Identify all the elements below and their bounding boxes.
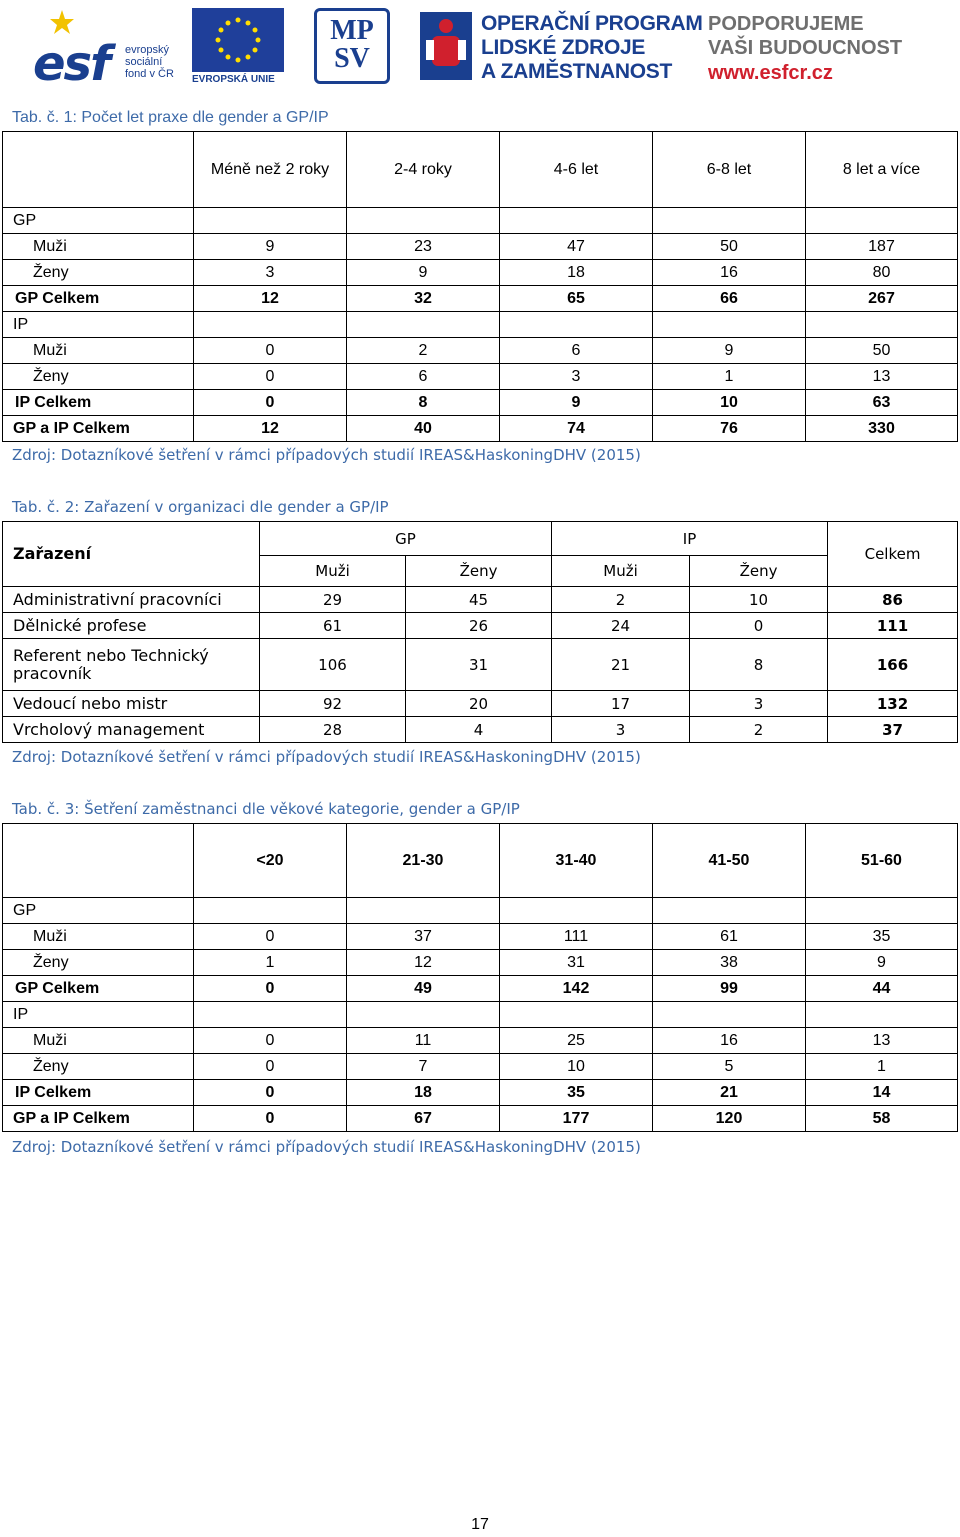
eu-flag-icon [192, 8, 284, 72]
op-program-title: OPERAČNÍ PROGRAM LIDSKÉ ZDROJE A ZAMĚSTNANOST [481, 12, 703, 83]
table2-cell: 3 [552, 717, 690, 743]
table1-cell: 63 [806, 390, 958, 416]
table2-row-header: Zařazení [3, 522, 260, 587]
table3-cell: 111 [500, 924, 653, 950]
table3-cell: 25 [500, 1028, 653, 1054]
table3-cell: 1 [806, 1054, 958, 1080]
table1-cell [194, 208, 347, 234]
table1-row-label: GP [3, 208, 194, 234]
table1-corner-cell [3, 132, 194, 208]
table1-cell: 9 [500, 390, 653, 416]
table1-cell: 0 [194, 390, 347, 416]
table1-cell [194, 312, 347, 338]
table3-cell [347, 898, 500, 924]
table1-cell: 12 [194, 416, 347, 442]
table3-cell [653, 1002, 806, 1028]
table2-total-cell: 166 [828, 639, 958, 691]
table3-cell [347, 1002, 500, 1028]
table1-cell: 2 [347, 338, 500, 364]
table3-cell: 142 [500, 976, 653, 1002]
table2-total-cell: 132 [828, 691, 958, 717]
table3-cell: 14 [806, 1080, 958, 1106]
table3-cell: 21 [653, 1080, 806, 1106]
table2-cell: 8 [690, 639, 828, 691]
table2-total-cell: 86 [828, 587, 958, 613]
table2-cell: 17 [552, 691, 690, 717]
table3-row [3, 898, 958, 924]
table1 [2, 131, 958, 442]
table3-row-label: GP Celkem [3, 976, 194, 1002]
table1-cell: 18 [500, 260, 653, 286]
table2-header-row-1 [3, 522, 958, 556]
table2-cell: 61 [260, 613, 406, 639]
table1-cell: 0 [194, 364, 347, 390]
table3-cell: 99 [653, 976, 806, 1002]
table1-cell: 66 [653, 286, 806, 312]
table1-row-label: Ženy [3, 260, 194, 286]
table1-cell: 13 [806, 364, 958, 390]
table3-col-header: <20 [194, 824, 347, 898]
table1-row [3, 390, 958, 416]
table2-row-label: Vrcholový management [3, 717, 260, 743]
table3-cell: 10 [500, 1054, 653, 1080]
table1-caption: Tab. č. 1: Počet let praxe dle gender a GP/IP [12, 109, 329, 126]
support-slogan: PODPORUJEME VAŠI BUDOUCNOST [708, 13, 903, 59]
table3-col-header: 51-60 [806, 824, 958, 898]
table1-cell: 76 [653, 416, 806, 442]
esf-logo-subtitle: evropský sociální fond v ČR [125, 44, 174, 80]
table3-cell: 44 [806, 976, 958, 1002]
esf-logo-word: esf [33, 36, 110, 92]
table3-cell: 37 [347, 924, 500, 950]
table3-cell [806, 1002, 958, 1028]
table2-row-label: Vedoucí nebo mistr [3, 691, 260, 717]
table1-cell: 16 [653, 260, 806, 286]
table2-total-header: Celkem [828, 522, 958, 587]
table3-cell: 38 [653, 950, 806, 976]
table1-col-header: 4-6 let [500, 132, 653, 208]
table3-row [3, 1106, 958, 1132]
table1-cell: 10 [653, 390, 806, 416]
table3-row [3, 976, 958, 1002]
table2-cell: 10 [690, 587, 828, 613]
table1-cell [347, 312, 500, 338]
table1-row-label: Muži [3, 338, 194, 364]
table3-cell: 58 [806, 1106, 958, 1132]
table3-col-header: 31-40 [500, 824, 653, 898]
table1-cell: 40 [347, 416, 500, 442]
table1-row-label: IP Celkem [3, 390, 194, 416]
table1-row [3, 286, 958, 312]
table1-col-header: 2-4 roky [347, 132, 500, 208]
table3-cell: 31 [500, 950, 653, 976]
table2-group-gp: GP [260, 522, 552, 556]
table2-cell: 106 [260, 639, 406, 691]
table3-cell: 7 [347, 1054, 500, 1080]
table3-row-label: Ženy [3, 1054, 194, 1080]
table1-col-header: 8 let a více [806, 132, 958, 208]
table1-cell: 80 [806, 260, 958, 286]
table1-header-row [3, 132, 958, 208]
table3-cell: 5 [653, 1054, 806, 1080]
table1-row [3, 364, 958, 390]
table1-cell: 187 [806, 234, 958, 260]
table3-col-header: 41-50 [653, 824, 806, 898]
table2-row-label: Administrativní pracovníci [3, 587, 260, 613]
table1-cell [653, 208, 806, 234]
table1-cell: 0 [194, 338, 347, 364]
table3-cell [806, 898, 958, 924]
table3-cell: 0 [194, 1028, 347, 1054]
esf-logo [33, 8, 183, 92]
eu-label: EVROPSKÁ UNIE [192, 74, 275, 85]
table1-cell [806, 312, 958, 338]
table1-cell: 1 [653, 364, 806, 390]
table3-cell: 1 [194, 950, 347, 976]
table3-corner-cell [3, 824, 194, 898]
table2-cell: 29 [260, 587, 406, 613]
table1-row [3, 260, 958, 286]
table1-row [3, 416, 958, 442]
table3-cell: 35 [806, 924, 958, 950]
table1-cell: 12 [194, 286, 347, 312]
table3-header-row [3, 824, 958, 898]
table3-cell: 0 [194, 924, 347, 950]
table1-cell: 9 [347, 260, 500, 286]
table2-cell: 4 [406, 717, 552, 743]
table2-row-label: Dělnické profese [3, 613, 260, 639]
table2-cell: 0 [690, 613, 828, 639]
table3-col-header: 21-30 [347, 824, 500, 898]
table3-row-label: IP Celkem [3, 1080, 194, 1106]
table1-cell: 8 [347, 390, 500, 416]
table1-cell: 9 [653, 338, 806, 364]
table3-cell: 177 [500, 1106, 653, 1132]
table1-cell: 50 [806, 338, 958, 364]
table3-caption: Tab. č. 3: Šetření zaměstnanci dle věkové kategorie, gender a GP/IP [12, 800, 520, 818]
table1-cell: 3 [500, 364, 653, 390]
table1-cell: 330 [806, 416, 958, 442]
table3-row [3, 950, 958, 976]
table3-cell: 67 [347, 1106, 500, 1132]
table3-cell: 16 [653, 1028, 806, 1054]
table3-row-label: Muži [3, 1028, 194, 1054]
table3-row [3, 1002, 958, 1028]
table2-cell: 45 [406, 587, 552, 613]
table3-row-label: Ženy [3, 950, 194, 976]
table2 [2, 521, 958, 743]
table3-row [3, 1080, 958, 1106]
table1-cell: 47 [500, 234, 653, 260]
table3-cell: 18 [347, 1080, 500, 1106]
table3-cell [500, 898, 653, 924]
table2-source: Zdroj: Dotazníkové šetření v rámci případových studií IREAS&HaskoningDHV (2015) [12, 748, 641, 766]
table1-source: Zdroj: Dotazníkové šetření v rámci případových studií IREAS&HaskoningDHV (2015) [12, 446, 641, 464]
table2-cell: 28 [260, 717, 406, 743]
table3-source: Zdroj: Dotazníkové šetření v rámci případových studií IREAS&HaskoningDHV (2015) [12, 1138, 641, 1156]
table2-sub-header: Muži [260, 556, 406, 587]
table3 [2, 823, 958, 1132]
table1-cell: 6 [347, 364, 500, 390]
table1-row-label: GP Celkem [3, 286, 194, 312]
table3-row-label: IP [3, 1002, 194, 1028]
table1-cell [500, 208, 653, 234]
table1-col-header: 6-8 let [653, 132, 806, 208]
table3-row-label: GP a IP Celkem [3, 1106, 194, 1132]
esf-stars-icon [47, 8, 77, 38]
table2-cell: 21 [552, 639, 690, 691]
table3-row [3, 924, 958, 950]
table3-cell: 0 [194, 1080, 347, 1106]
table1-cell: 23 [347, 234, 500, 260]
table3-cell [194, 1002, 347, 1028]
table3-cell: 61 [653, 924, 806, 950]
table2-row [3, 587, 958, 613]
table3-cell: 35 [500, 1080, 653, 1106]
table1-row-label: GP a IP Celkem [3, 416, 194, 442]
table3-cell [194, 898, 347, 924]
table3-cell: 120 [653, 1106, 806, 1132]
table2-total-cell: 111 [828, 613, 958, 639]
table3-row-label: Muži [3, 924, 194, 950]
table2-caption: Tab. č. 2: Zařazení v organizaci dle gender a GP/IP [12, 498, 389, 516]
table1-row [3, 312, 958, 338]
table1-cell: 6 [500, 338, 653, 364]
table2-cell: 2 [690, 717, 828, 743]
table2-cell: 2 [552, 587, 690, 613]
table3-row [3, 1054, 958, 1080]
table1-row [3, 234, 958, 260]
table2-cell: 3 [690, 691, 828, 717]
table3-cell: 0 [194, 976, 347, 1002]
table2-group-ip: IP [552, 522, 828, 556]
mpsv-logo-text: MP SV [330, 15, 374, 74]
table2-row [3, 639, 958, 691]
table3-row [3, 1028, 958, 1054]
table3-cell: 49 [347, 976, 500, 1002]
table1-row [3, 338, 958, 364]
table1-cell: 9 [194, 234, 347, 260]
table1-cell [653, 312, 806, 338]
table3-row-label: GP [3, 898, 194, 924]
puzzle-person-icon [418, 10, 474, 82]
table2-sub-header: Muži [552, 556, 690, 587]
table1-row-label: Ženy [3, 364, 194, 390]
table1-cell [806, 208, 958, 234]
table1-cell: 65 [500, 286, 653, 312]
table2-sub-header: Ženy [690, 556, 828, 587]
page-number: 17 [471, 1516, 489, 1533]
table3-cell: 9 [806, 950, 958, 976]
mpsv-logo [314, 8, 390, 84]
table1-cell: 32 [347, 286, 500, 312]
table2-cell: 20 [406, 691, 552, 717]
table3-cell: 0 [194, 1106, 347, 1132]
table1-row-label: IP [3, 312, 194, 338]
table2-row [3, 691, 958, 717]
table1-row-label: Muži [3, 234, 194, 260]
table2-cell: 24 [552, 613, 690, 639]
table3-cell [653, 898, 806, 924]
table2-row [3, 717, 958, 743]
table1-cell: 267 [806, 286, 958, 312]
table1-cell [500, 312, 653, 338]
table1-cell: 3 [194, 260, 347, 286]
esfcr-link[interactable]: www.esfcr.cz [708, 62, 833, 84]
table3-cell: 11 [347, 1028, 500, 1054]
table2-row [3, 613, 958, 639]
table3-cell: 13 [806, 1028, 958, 1054]
table2-sub-header: Ženy [406, 556, 552, 587]
table1-col-header: Méně než 2 roky [194, 132, 347, 208]
table3-cell [500, 1002, 653, 1028]
table2-cell: 92 [260, 691, 406, 717]
table1-row [3, 208, 958, 234]
table2-row-label: Referent nebo Technický pracovník [3, 639, 260, 691]
table1-cell: 74 [500, 416, 653, 442]
table3-cell: 0 [194, 1054, 347, 1080]
table1-cell [347, 208, 500, 234]
table3-cell: 12 [347, 950, 500, 976]
table2-total-cell: 37 [828, 717, 958, 743]
table1-cell: 50 [653, 234, 806, 260]
table2-cell: 31 [406, 639, 552, 691]
table2-cell: 26 [406, 613, 552, 639]
